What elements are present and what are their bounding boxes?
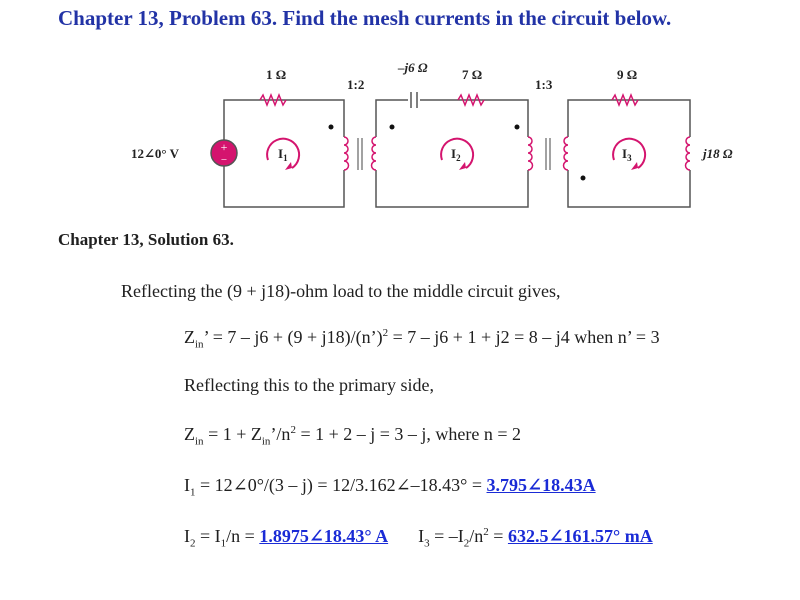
polarity-dot xyxy=(329,125,334,130)
mesh1-wire xyxy=(224,100,344,140)
i1-equation: $I_1$ = 12∠0°/(3 – j) = 12/3.162∠–18.43° = 3.795∠18.43A xyxy=(184,475,596,499)
zin-prime-equation: $Z_{in}$’ = 7 – j6 + (9 + j18)/(n’)$^2$ = 7 – j6 + 1 + j2 = 8 – j4 when n’ = 3 xyxy=(184,327,660,351)
i2-answer: 1.8975∠18.43° A xyxy=(259,526,389,546)
mesh1-label: $I_1$ xyxy=(278,146,288,163)
reflect-load-text: Reflecting the (9 + j18)-ohm load to the middle circuit gives, xyxy=(121,281,561,301)
mesh2-wire xyxy=(376,100,528,137)
polarity-dot xyxy=(515,125,520,130)
i2-i3-equation: $I_2 = I_1/n$ = 1.8975∠18.43° A $I_3 = -I_2/n^2$ = 632.5∠161.57° mA xyxy=(184,526,653,550)
zin-equation: $Z_{in} = 1$ + $Z_{in}’/n^2 = 1 + 2 - j = 3 - j$, where n = 2 xyxy=(184,424,522,448)
i3-answer: 632.5∠161.57° mA xyxy=(507,526,653,546)
coil-t2-secondary xyxy=(564,137,569,170)
solution-title: Chapter 13, Solution 63. xyxy=(58,230,234,249)
coil-t2-primary xyxy=(528,137,533,170)
mesh3-label: $I_3$ xyxy=(622,146,632,163)
label-ratio2: 1:3 xyxy=(535,77,553,92)
label-r9: 9 Ω xyxy=(617,67,638,82)
label-ratio1: 1:2 xyxy=(347,77,365,92)
mesh2-wire-bottom xyxy=(376,170,528,207)
label-source: 12∠0° V xyxy=(131,146,179,161)
coil-t1-primary xyxy=(344,137,349,170)
mesh1-wire-bottom xyxy=(224,166,344,207)
label-r1: 1 Ω xyxy=(266,67,287,82)
i1-answer: 3.795∠18.43A xyxy=(486,475,596,495)
problem-title: Chapter 13, Problem 63. Find the mesh currents in the circuit below. xyxy=(58,6,672,30)
reflect-primary-text: Reflecting this to the primary side, xyxy=(184,375,434,395)
mesh3-wire xyxy=(568,100,690,137)
source-minus: − xyxy=(220,154,228,166)
label-r7: 7 Ω xyxy=(462,67,483,82)
circuit-diagram xyxy=(0,0,800,225)
label-load: j18 Ω xyxy=(703,146,733,161)
polarity-dot xyxy=(390,125,395,130)
mesh2-label: $I_2$ xyxy=(451,146,461,163)
coil-load xyxy=(686,137,691,170)
polarity-dot xyxy=(581,176,586,181)
coil-t1-secondary xyxy=(372,137,377,170)
label-cap: –j6 Ω xyxy=(398,60,428,75)
mesh3-wire-bottom xyxy=(568,170,690,207)
source-plus: + xyxy=(220,140,228,154)
